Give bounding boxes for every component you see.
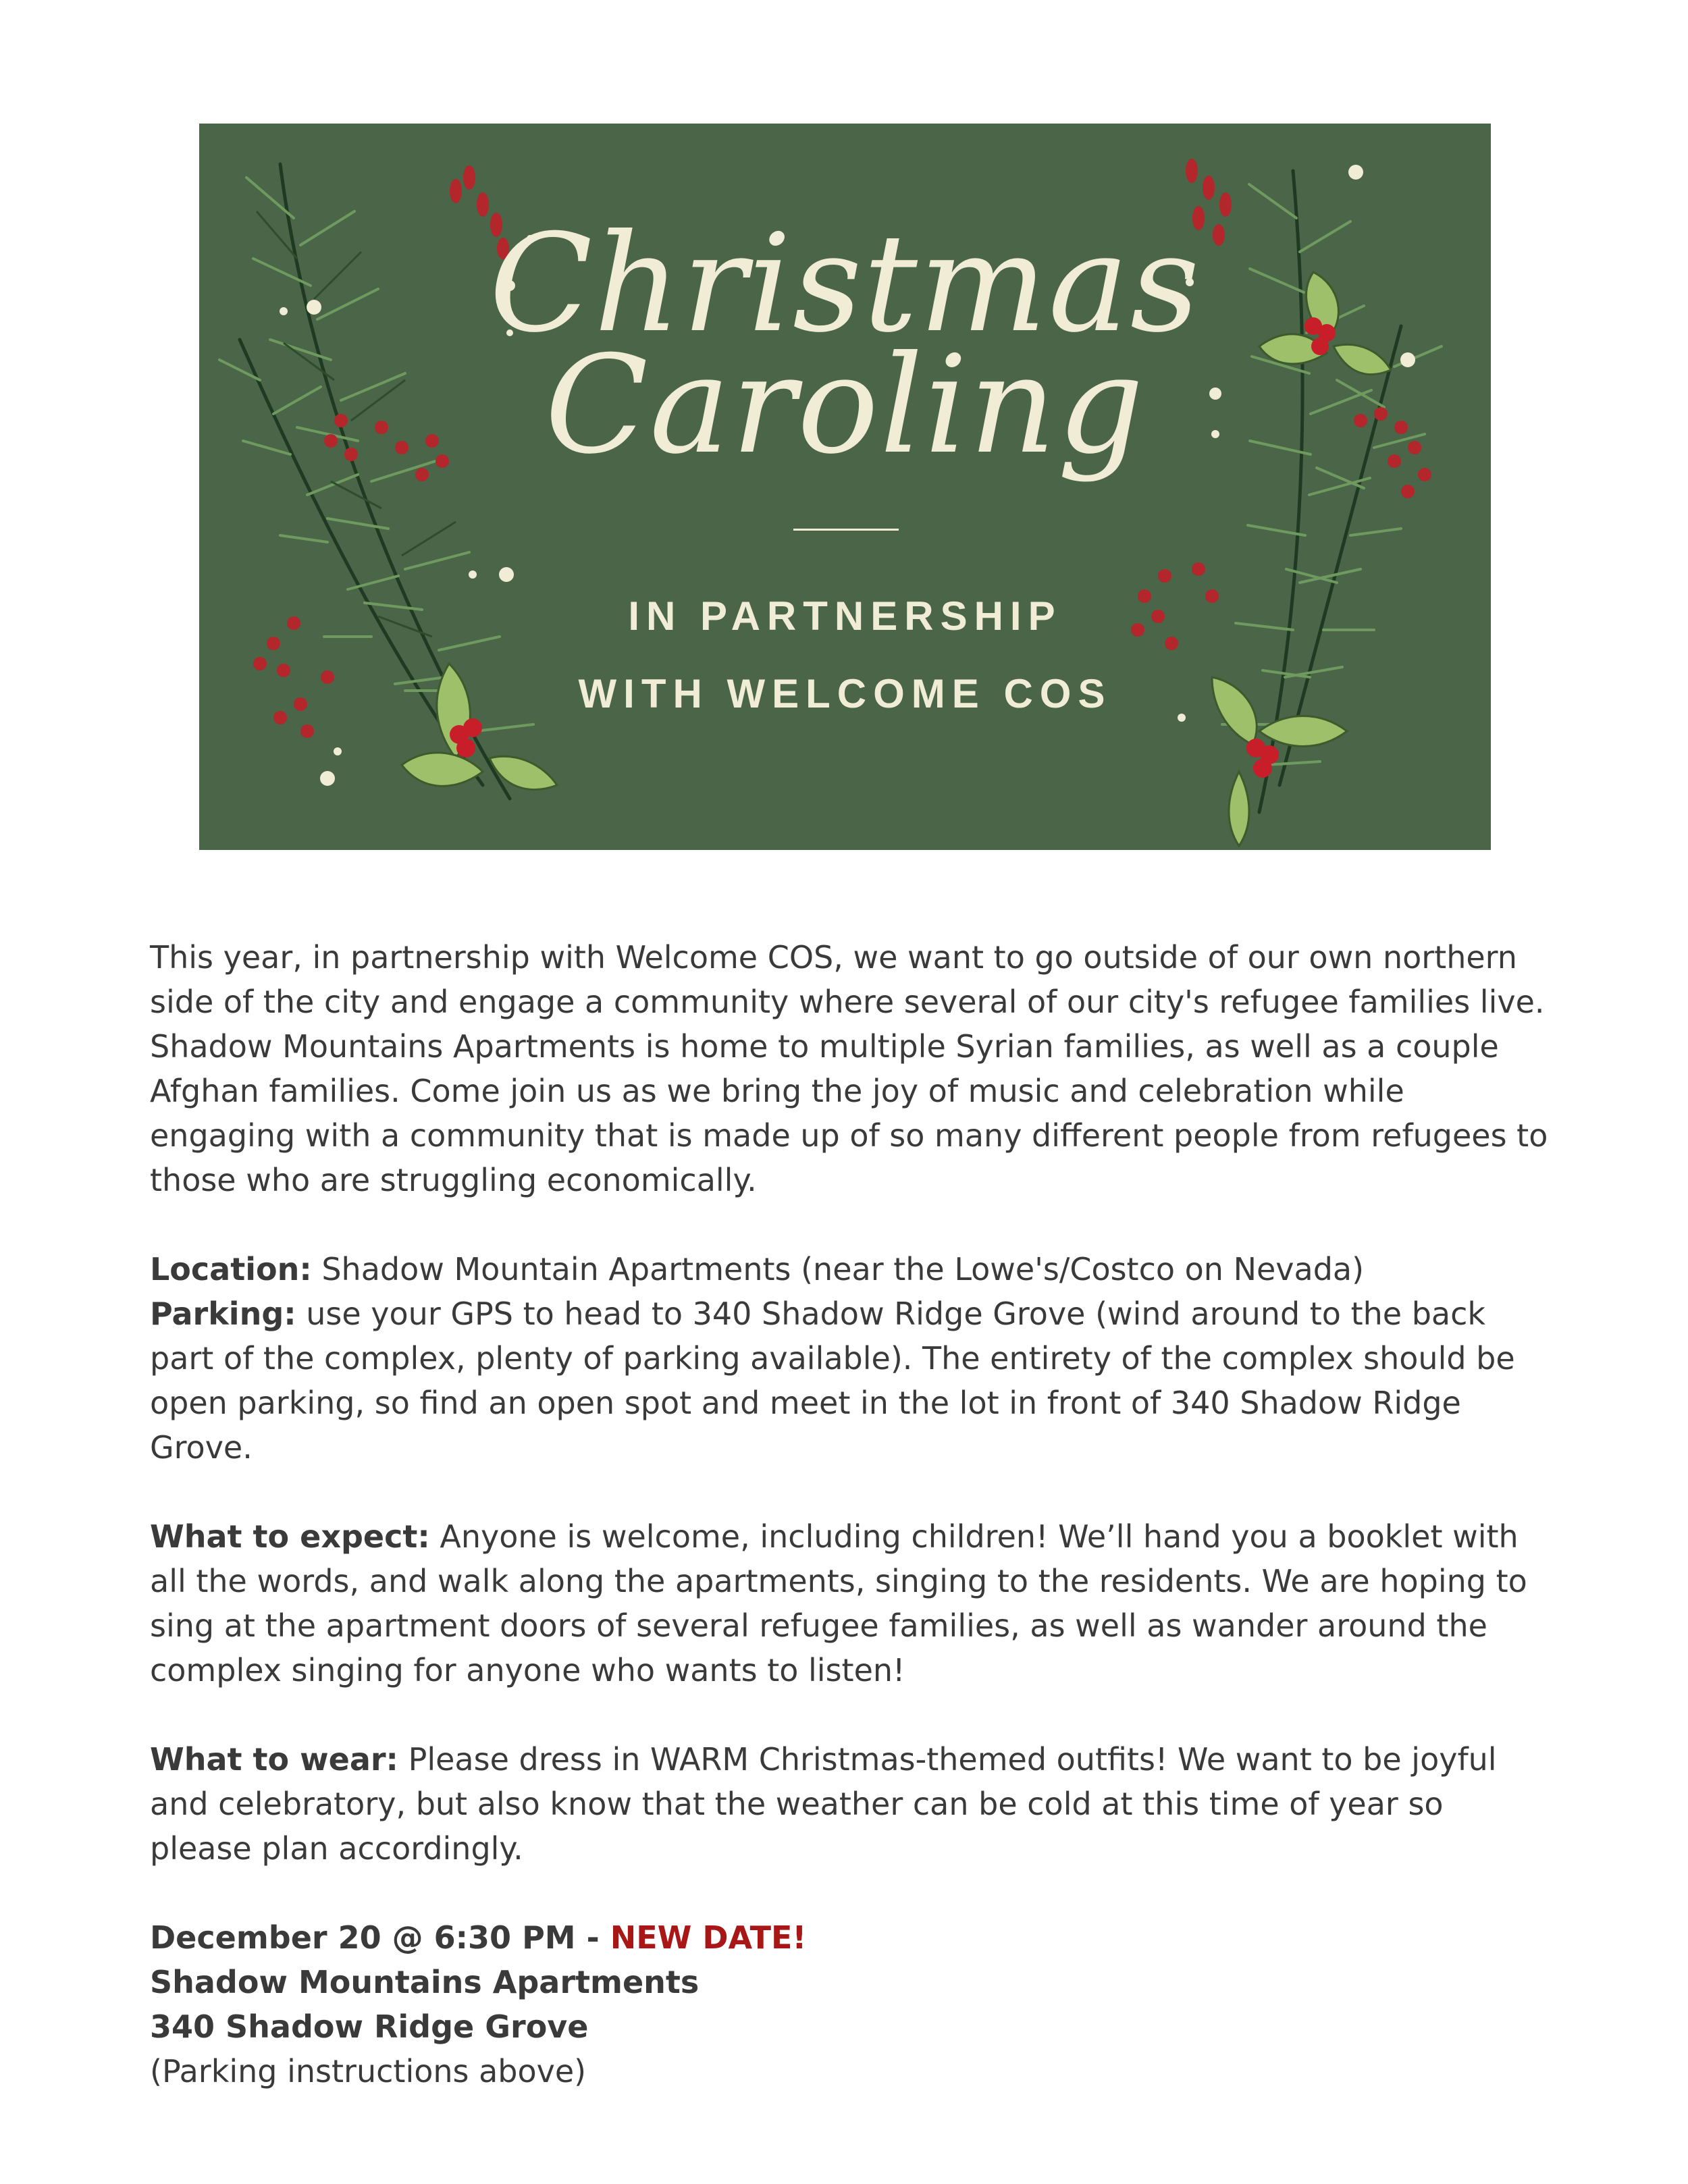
banner-title-line1: Christmas bbox=[489, 205, 1201, 363]
banner-subtitle-line1: IN PARTNERSHIP bbox=[628, 593, 1062, 639]
banner-divider bbox=[793, 529, 899, 531]
location-text: Shadow Mountain Apartments (near the Lowe's/Costco on Nevada) bbox=[311, 1251, 1365, 1287]
location-label: Location: bbox=[150, 1251, 312, 1287]
wear-text: Please dress in WARM Christmas-themed outfits! We want to be joyful and celebratory, but also know that the weather can be cold at this time of year so please plan accordingly. bbox=[150, 1741, 1497, 1867]
expect-text: Anyone is welcome, including children! We’ll hand you a booklet with all the words, and walk along the apartments, singing to the residents. We are hoping to sing at the apartment doors of several refugee families, as well as wander around the complex singing for anyone who wants to listen! bbox=[150, 1518, 1527, 1688]
expect-label: What to expect: bbox=[150, 1518, 430, 1555]
event-date-time: December 20 @ 6:30 PM - bbox=[150, 1919, 610, 1956]
parking-label: Parking: bbox=[150, 1296, 296, 1332]
event-description bbox=[150, 935, 1554, 2094]
banner-subtitle-line2: WITH WELCOME COS bbox=[578, 671, 1112, 716]
parking-text: use your GPS to head to 340 Shadow Ridge Grove (wind around to the back part of the complex, plenty of parking available). The entirety of the complex should be open parking, so find an open spot and meet in the lot in front of 340 Shadow Ridge Grove. bbox=[150, 1296, 1515, 1466]
event-banner bbox=[199, 124, 1491, 850]
banner-title-line2: Caroling bbox=[544, 327, 1146, 484]
new-date-badge: NEW DATE! bbox=[610, 1919, 807, 1956]
wear-paragraph bbox=[150, 1737, 1554, 1871]
expect-paragraph bbox=[150, 1514, 1554, 1693]
event-venue: Shadow Mountains Apartments bbox=[150, 1964, 700, 2000]
event-details bbox=[150, 1915, 1554, 2094]
event-address: 340 Shadow Ridge Grove bbox=[150, 2008, 589, 2045]
event-note: (Parking instructions above) bbox=[150, 2053, 587, 2089]
wear-label: What to wear: bbox=[150, 1741, 398, 1778]
logistics-paragraph bbox=[150, 1247, 1554, 1470]
intro-paragraph: This year, in partnership with Welcome COS, we want to go outside of our own northern side of the city and engage a community where several of our city's refugee families live. Shadow Mountains Apartments is home to multiple Syrian families, as well as a couple Afghan families. Come join us as we bring the joy of music and celebration while engaging with a community that is made up of so many different people from refugees to those who are struggling economically. bbox=[150, 939, 1548, 1198]
